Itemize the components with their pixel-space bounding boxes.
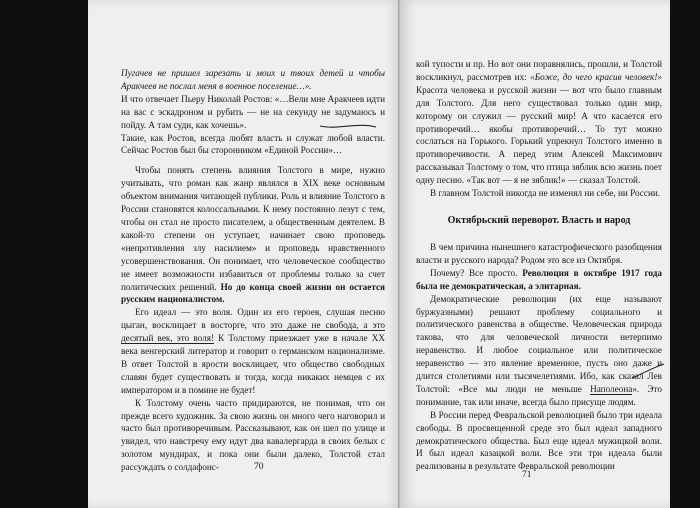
pen-margin-mark: [628, 360, 668, 384]
section-heading: Октябрьский переворот. Власть и народ: [447, 214, 631, 226]
left-paragraph-influence: Чтобы понять степень влияния Толстого в мире, нужно учитывать, что роман как жанр являлся в XIX веке основным объектом внимания читающей публики. Роль и влияние Толстого в России становятся колоссальными. К нему постоянно лезут с тем, чтобы он стал не просто писателем, а общественным деятелем. В какой-то степени он уступает, начинает свою проповедь «непротивления злу насилием» и проповедь нравственного усовершенствования. Он понимает, что человеческое сообщество не имеет возможности избавиться от проблемы только за счет политических решений. Но до конца своей жизни он остается русским националистом.: [121, 165, 385, 305]
right-paragraph-ideals: В России перед Февральской революцией было три идеала свободы. В просвещенной среде это был идеал западного демократического общества. Был еще идеал мужицкой воли. И был идеал казацкой воли. Все эти три идеала были реализованы в результате Февральской революции: [416, 409, 662, 472]
left-intro-power: Такие, как Ростов, всегда любят власть и служат любой власти. Сейчас Ростов был бы сторонником «Единой России»…: [121, 132, 385, 156]
right-book-page: [402, 0, 670, 508]
right-page-number: 71: [522, 470, 532, 480]
right-paragraph-final: В главном Толстой никогда не изменял ни себе, ни России.: [430, 188, 661, 199]
right-paragraph-democratic: Демократические революции (их еще называют буржуазными) решают проблему социального и политического равенства в обществе. Человеческая природа такова, что для человеческой личности нетерпимо неравенство. И любое социальное или политическое неравенство — это явление временное, пусть оно даже и длится столетиями или тысячелетиями. Ибо, как сказал Лев Толстой: «Все мы люди не меньше Наполеона». Это понимание, так или иначе, всегда было присуще людям.: [416, 293, 662, 407]
right-italic-exclamation: «Боже, до чего красив человек!»: [530, 71, 662, 82]
right-paragraph-why: Почему? Все просто. Революция в октябре 1917 года была не демократическая, а элитарная.: [416, 267, 662, 291]
left-book-page: [88, 0, 400, 508]
left-intro-quote: Пугачев не пришел зарезать и моих и твоих детей и чтобы Аракчеев не послал меня в военное поселение…».: [121, 68, 385, 91]
left-underlined-phrase: это даже не свобода, а это десятый век, это воля!: [121, 320, 385, 344]
left-bold-nationalist: Но до конца своей жизни он остается русским националистом.: [121, 281, 385, 305]
left-paragraph-artist: К Толстому очень часто придираются, не понимая, что он прежде всего художник. За свою жизнь он много чего наговорил и часто был противоречивым. Рассказывают, как он шел по улице и увидел, что навстречу ему идут два кавалергарда в своих белых с золотом мундирах, и пока они были далеко, Толстой стал рассуждать о солдафонс-: [121, 397, 385, 473]
left-paragraph-volya: Его идеал — это воля. Один из его героев, слушая песню цыган, восклицает в восторге, что это даже не свобода, а это десятый век, это воля! К Толстому приезжает уже в начале XX века венгерский литератор и говорит о германском национализме. В ответ Толстой в ярости восклицает, что общество свободных славян будет существовать и тогда, когда никаких немцев с их императором и в помине не будет!: [121, 307, 385, 395]
left-intro-rostov: И что отвечает Пьеру Николай Ростов: «…Вели мне Аракчеев идти на вас с эскадроном и рубить — не на секунду не задумаюсь и пойду. А там суди, как хочешь».: [121, 93, 385, 130]
right-bold-revolution: Революция в октябре 1917 года была не демократическая, а элитарная.: [416, 267, 662, 291]
pen-underline-mark: [318, 118, 378, 132]
right-underlined-napoleon: Наполеона: [590, 383, 633, 394]
right-page-text: [416, 58, 662, 473]
right-paragraph-continuation: кой тупости и пр. Но вот они поравнялись, прошли, и Толстой воскликнул, рассмотрев их: «Боже, до чего красив человек!» Красота человека и русской жизни — вот что было главным для Толстого. Для него существовал только один мир, которому он служил — русский мир! А что касается его противоречий… якобы противоречий… То тут можно сослаться на Горького. Горький упрекнул Толстого именно в противоречивости. А перед этим Алексей Максимович рассказывал Толстому о том, что птица зяблик всю жизнь поет одну песню. «Так вот — я не зяблик!» — сказал Толстой.: [416, 59, 662, 186]
right-paragraph-question: В чем причина нынешнего катастрофического разобщения власти и русского народа? Родом это все из Октября.: [416, 241, 662, 265]
left-page-number: 70: [254, 462, 264, 472]
